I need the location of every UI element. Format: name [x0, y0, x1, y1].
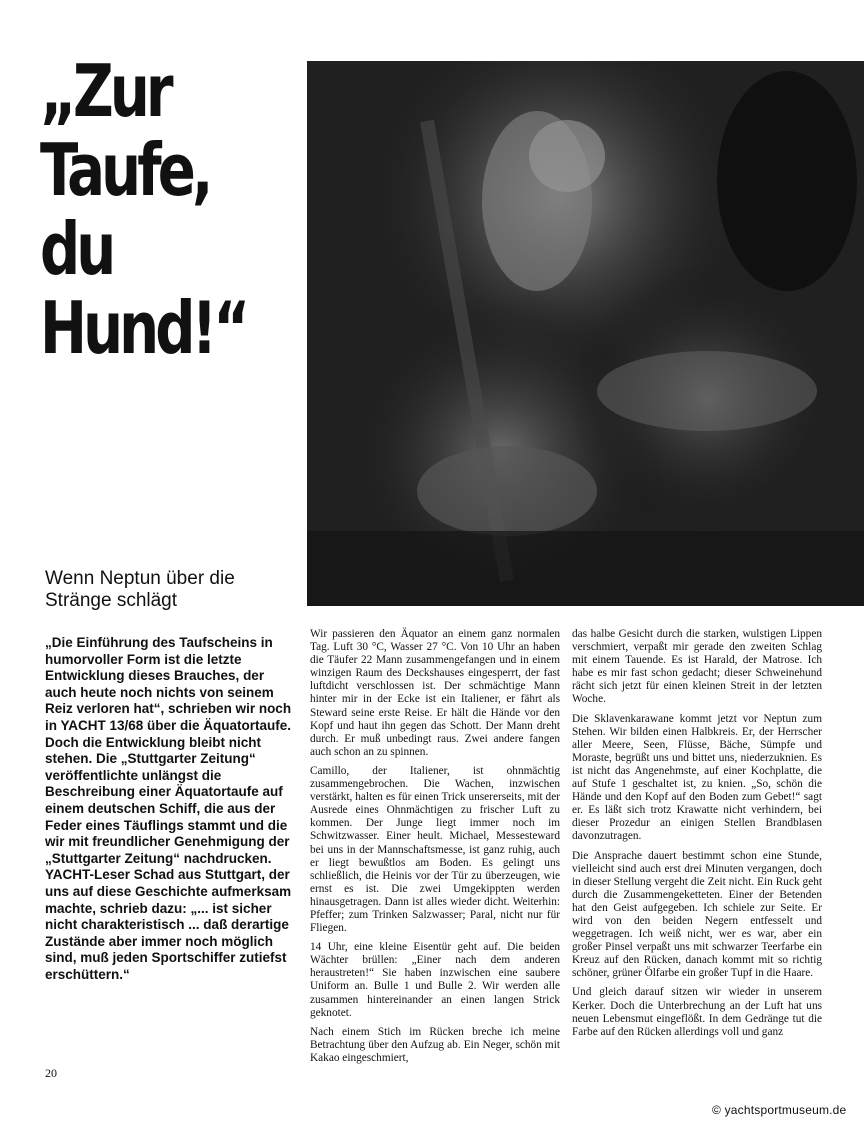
- article-subtitle: Wenn Neptun über die Stränge schlägt: [45, 568, 235, 611]
- paragraph: Und gleich darauf sitzen wir wieder in unserem Kerker. Doch die Unterbrechung an der Luft hat uns neuen Lebensmut eingeflößt. In dem Gedränge tut die Farbe auf den Rücken allerdings voll und ganz: [572, 986, 822, 1038]
- article-column-2: [310, 628, 560, 1071]
- headline-line: „Zur: [40, 49, 170, 133]
- paragraph: Die Ansprache dauert bestimmt schon eine Stunde, vielleicht sind auch erst drei Minuten vergangen, doch in dieser Stellung vergeht die Zeit nicht. Ein Ruck geht durch die Zusammengeketteten. Einer der Betenden hat den Geist aufgegeben. Ich schiele zur Seite. Er wird von den beiden Negern entfesselt und weggetragen. Ich weiß nicht, wer es war, aber ein großer Pinsel verpaßt uns mit schwarzer Teerfarbe ein Kreuz auf den Rücken, danach kommt mit so richtig schöner, grüner Ölfarbe ein großer Tupf in die Haare.: [572, 849, 822, 980]
- photo-image: [307, 61, 864, 606]
- article-photo: [307, 61, 864, 606]
- paragraph: 14 Uhr, eine kleine Eisentür geht auf. Die beiden Wächter brüllen: „Einer nach dem anderen heraustreten!“ Sie haben inzwischen eine saubere Uniform an. Bulle 1 und Bulle 2. Wir werden alle zusammen hintereinander an einen langen Strick geknotet.: [310, 941, 560, 1019]
- article-intro: „Die Einführung des Taufscheins in humorvoller Form ist die letzte Entwicklung dieses Brauches, der auch heute noch nichts von seinem Reiz verloren hat“, schrieben wir noch in YACHT 13/68 über die Äquatortaufe. Doch die Entwicklung bleibt nicht stehen. Die „Stuttgarter Zeitung“ veröffentlichte unlängst die Beschreibung einer Äquatortaufe auf einem deutschen Schiff, die aus der Feder eines Täuflings stammt und die wir mit freundlicher Genehmigung der „Stuttgarter Zeitung“ nachdrucken. YACHT-Leser Schad aus Stuttgart, der uns auf diese Geschichte aufmerksam machte, schrieb dazu: „... ist sicher nicht charakteristisch ... daß derartige Zustände aber immer noch möglich sind, muß jeden Sportschiffer zutiefst erschüttern.“: [45, 635, 292, 982]
- paragraph: Die Sklavenkarawane kommt jetzt vor Neptun zum Stehen. Wir bilden einen Halbkreis. Er, der Herrscher aller Meere, Seen, Flüsse, Bäche, Sümpfe und Moraste, begrüßt uns und bittet uns, niederzuknien. Es ist nicht das Angenehmste, auf einer Kochplatte, die auf Stufe 1 geschaltet ist, zu knien. „So, schön die Hände und den Kopf auf den Boden zum Gebet!“ sagt er. Es läßt sich trotz Krawatte nicht verhindern, bei dieser Prozedur an einigen Stellen Brandblasen davonzutragen.: [572, 712, 822, 843]
- copyright-credit: © yachtsportmuseum.de: [712, 1103, 847, 1117]
- paragraph: Nach einem Stich im Rücken breche ich meine Betrachtung über den Aufzug ab. Ein Neger, schön mit Kakao eingeschmiert,: [310, 1025, 560, 1064]
- paragraph: Camillo, der Italiener, ist ohnmächtig zusammengebrochen. Die Wachen, inzwischen verstärkt, halten es für einen Trick unsererseits, mit der Ausrede eines Ohnmächtigen zu frischer Luft zu kommen. Der Junge liegt immer noch im Schwitzwasser. Einer heult. Michael, Messesteward bei uns in der Mannschaftsmesse, ist ganz ruhig, auch er liegt bewußtlos am Boden. Es gelingt uns schließlich, die Heinis vor der Tür zu überzeugen, wie ernst es ist. Die zwei Umgekippten werden hinausgetragen. Dann ist alles wieder dicht. Weiterhin: Pfeffer; zum Trinken Salzwasser; Paral, nicht nur für Fliegen.: [310, 764, 560, 935]
- article-headline: [40, 49, 247, 370]
- headline-line: du: [40, 207, 113, 291]
- paragraph: das halbe Gesicht durch die starken, wulstigen Lippen verschmiert, verpaßt mir gerade den zweiten Schlag mit einem Tauende. Es ist Harald, der Matrose. Ich habe es mir fast schon gedacht; dieser Schweinehund rächt sich jetzt für einen kleinen Streit in der letzten Woche.: [572, 628, 822, 706]
- article-column-3: [572, 628, 822, 1045]
- headline-line: Taufe,: [40, 128, 210, 212]
- paragraph: Wir passieren den Äquator an einem ganz normalen Tag. Luft 30 °C, Wasser 27 °C. Von 10 Uhr an haben die Täufer 22 Mann zusammengefangen und in einem winzigen Raum des Deckshauses eingesperrt, der fast luftdicht verschlossen ist. Der schmächtige Mann hinter mir in der Ecke ist ein Italiener, er fährt als Steward seine erste Reise. Er hält die Hände vor den Kopf und haut ihn gegen das Schott. Der Mann dreht durch. Er muß unbedingt raus. Zwei andere fangen auch schon an zu spinnen.: [310, 628, 560, 758]
- headline-line: Hund!“: [40, 286, 247, 370]
- page-number: 20: [45, 1066, 57, 1080]
